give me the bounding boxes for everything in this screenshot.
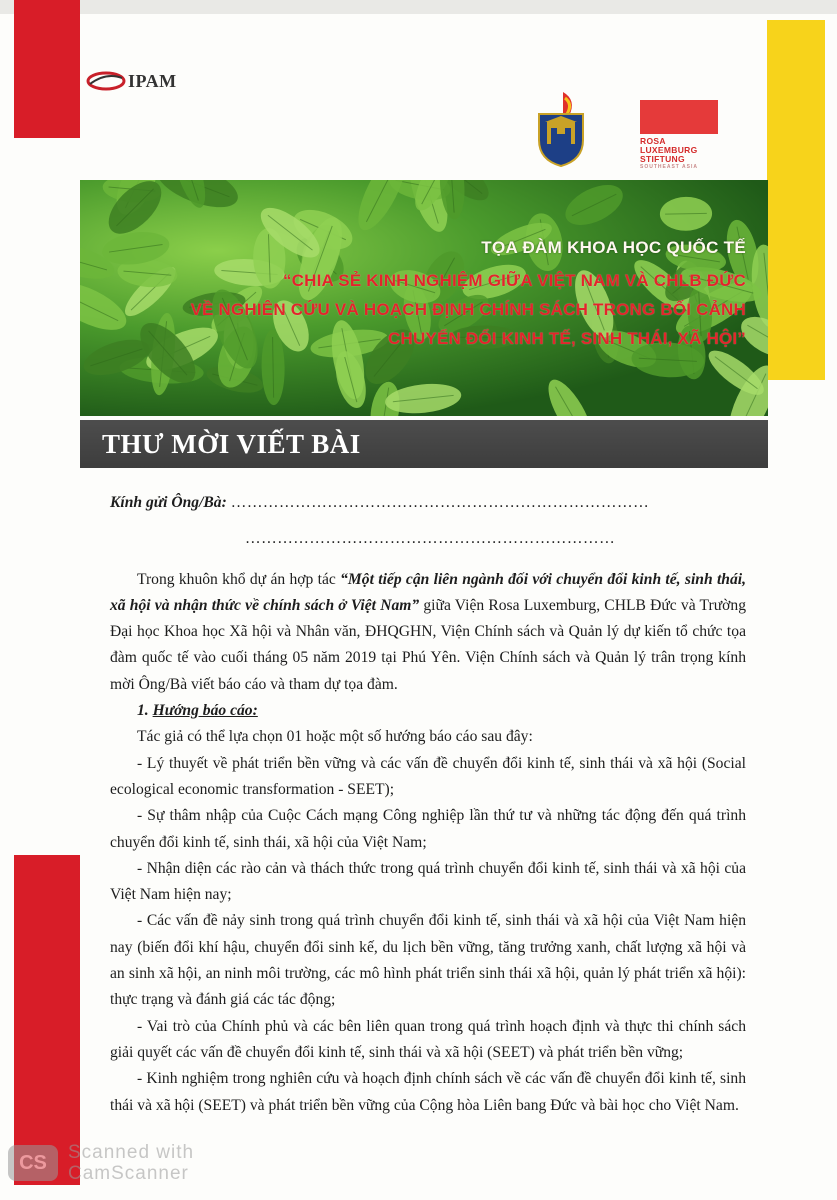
- letter-body: [110, 490, 746, 1119]
- camscanner-watermark: [8, 1142, 194, 1184]
- intro-paragraph: [110, 567, 746, 698]
- greeting-dots-2: ……………………………………………………………: [245, 530, 616, 548]
- banner-line-2: VỀ NGHIÊN CỨU VÀ HOẠCH ĐỊNH CHÍNH SÁCH TRONG BỐI CẢNH: [190, 300, 746, 319]
- ipam-swoosh-icon: [86, 70, 126, 92]
- project-title: “Một tiếp cận liên ngành đối với chuyển đổi kinh tế, sinh thái, xã hội và nhận thức về chính sách ở Việt Nam”: [110, 570, 746, 614]
- rls-logo-sub: SOUTHEAST ASIA: [640, 164, 698, 170]
- scan-edge: [0, 0, 837, 14]
- section-1-title: Hướng báo cáo:: [152, 702, 258, 720]
- university-logo: [533, 90, 591, 168]
- document-title-bar: [80, 420, 768, 468]
- banner-title: TỌA ĐÀM KHOA HỌC QUỐC TẾ: [481, 238, 746, 257]
- leaf-banner: [80, 180, 768, 416]
- red-accent-bar-top: [14, 0, 80, 138]
- topic-bullet-4: - Các vấn đề nảy sinh trong quá trình chuyển đổi kinh tế, sinh thái và xã hội của Việt Nam hiện nay (biến đổi khí hậu, chuyển đổi sinh kế, du lịch bền vững, tăng trưởng xanh, chất lượng xã hội và an sinh xã hội, an ninh môi trường, các mô hình phát triển sinh thái xã hội, quản lý phát triển xã hội): thực trạng và đánh giá các tác động;: [110, 912, 746, 1009]
- banner-line-3: CHUYỂN ĐỔI KINH TẾ, SINH THÁI, XÃ HỘI”: [387, 329, 746, 348]
- banner-line-1: “CHIA SẺ KINH NGHIỆM GIỮA VIỆT NAM VÀ CHLB ĐỨC: [282, 271, 746, 290]
- watermark-line-1: Scanned with: [68, 1142, 195, 1163]
- greeting-dots-1: ……………………………………………………………………: [230, 494, 650, 511]
- ipam-logo-text: IPAM: [128, 70, 177, 91]
- ipam-logo: [86, 68, 177, 94]
- topic-bullet-1: - Lý thuyết về phát triển bền vững và các vấn đề chuyển đổi kinh tế, sinh thái và xã hội (Social ecological economic transformation - SEET);: [110, 754, 746, 798]
- rls-logo-line-2: LUXEMBURG: [640, 145, 698, 155]
- intro-text-b: giữa Viện Rosa Luxemburg, CHLB Đức và Trường Đại học Khoa học Xã hội và Nhân văn, ĐHQGHN, Viện Chính sách và Quản lý dự kiến tổ chức tọa đàm quốc tế vào cuối tháng 05 năm 2019 tại Phú Yên. Viện Chính sách và Quản lý trân trọng kính mời Ông/Bà viết báo cáo và tham dự tọa đàm.: [110, 596, 747, 693]
- red-accent-bar-bottom: [14, 855, 80, 1185]
- rls-logo-line-3: STIFTUNG: [640, 154, 685, 164]
- rls-logo-box: [640, 100, 718, 134]
- topic-bullet-2: - Sự thâm nhập của Cuộc Cách mạng Công nghiệp lần thứ tư và những tác động đến quá trình chuyển đổi kinh tế, sinh thái, xã hội của Việt Nam;: [110, 807, 746, 851]
- rls-logo-line-1: ROSA: [640, 136, 666, 146]
- topic-bullet-6: - Kinh nghiệm trong nghiên cứu và hoạch định chính sách về các vấn đề chuyển đổi kinh tế, sinh thái và xã hội (SEET) và phát triển bền vững của Cộng hòa Liên bang Đức và bài học cho Việt Nam.: [110, 1070, 746, 1114]
- section-1-lead: Tác giả có thể lựa chọn 01 hoặc một số hướng báo cáo sau đây:: [137, 728, 533, 746]
- section-1-heading: [110, 698, 746, 724]
- topic-bullet-5: - Vai trò của Chính phủ và các bên liên quan trong quá trình hoạch định và thực thi chính sách giải quyết các vấn đề chuyển đổi kinh tế, sinh thái và xã hội (SEET) và phát triển bền vững;: [110, 1017, 746, 1061]
- watermark-line-2: CamScanner: [68, 1163, 189, 1184]
- intro-text-a: Trong khuôn khổ dự án hợp tác: [137, 570, 341, 588]
- greeting-line: [110, 490, 746, 516]
- topic-bullet-3: - Nhận diện các rào cản và thách thức trong quá trình chuyển đổi kinh tế, sinh thái và xã hội của Việt Nam hiện nay;: [110, 859, 746, 904]
- leaf: [559, 180, 629, 233]
- camscanner-badge-icon: CS: [8, 1145, 58, 1181]
- greeting-label: Kính gửi Ông/Bà:: [110, 494, 227, 511]
- yellow-accent-bar: [767, 20, 825, 380]
- section-1-number: 1.: [137, 702, 153, 720]
- leaf: [540, 374, 600, 416]
- document-title: THƯ MỜI VIẾT BÀI: [102, 429, 361, 459]
- rosa-luxemburg-logo: [640, 100, 724, 171]
